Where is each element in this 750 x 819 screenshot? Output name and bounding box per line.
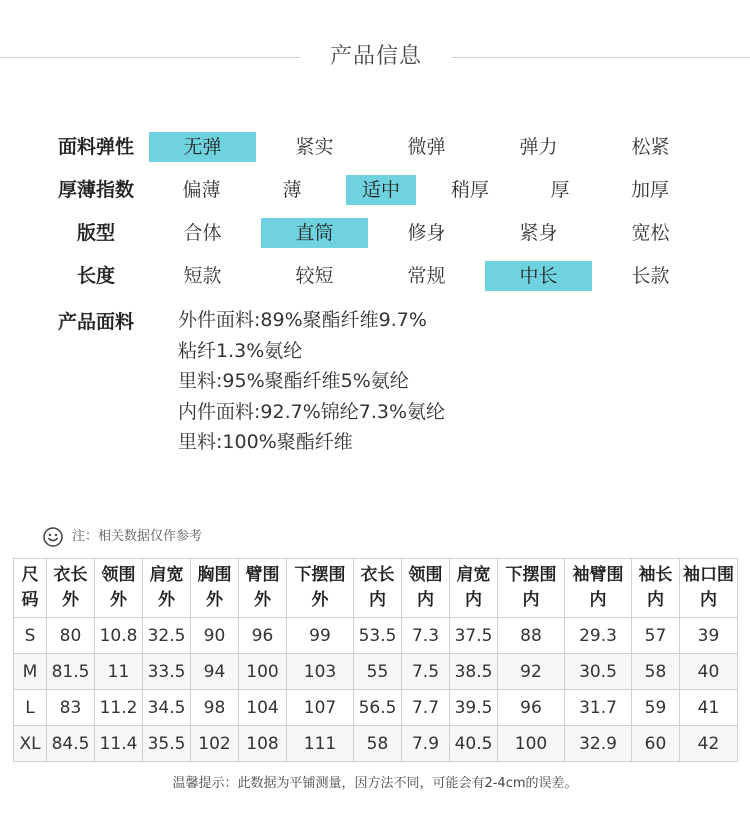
fabric-line: 内件面料:92.7%锦纶7.3%氨纶 [178, 400, 446, 423]
table-row [14, 618, 738, 654]
measure-cell: 84.5 [47, 726, 95, 762]
header-measure: 衣长 [53, 565, 88, 585]
attr-row-length [0, 261, 750, 291]
option: 紧实 [295, 136, 334, 158]
measure-cell: 80 [47, 618, 95, 654]
header-measure: 领围 [408, 565, 443, 585]
header-divider-left [0, 57, 300, 58]
measure-cell: 56.5 [354, 690, 402, 726]
option: 紧身 [519, 222, 558, 244]
measure-cell: 39 [680, 618, 738, 654]
measure-cell: 11.2 [95, 690, 143, 726]
measure-cell: 108 [239, 726, 287, 762]
header-measure: 肩宽 [149, 565, 184, 585]
option-selected: 无弹 [149, 132, 256, 162]
header-side: 内 [465, 590, 482, 610]
section-header [0, 40, 750, 74]
header-measure: 领围 [101, 565, 136, 585]
measure-cell: 11 [95, 654, 143, 690]
option-selected: 直筒 [261, 218, 368, 248]
header-measure: 衣长 [360, 565, 395, 585]
measure-cell: 7.5 [402, 654, 450, 690]
header-side: 内 [647, 590, 664, 610]
option: 弹力 [519, 136, 558, 158]
table-header-cell [565, 559, 632, 618]
header-side: 内 [700, 590, 717, 610]
measure-cell: 90 [191, 618, 239, 654]
header-side: 码 [21, 590, 39, 610]
option: 短款 [183, 265, 222, 287]
measure-cell: 104 [239, 690, 287, 726]
header-divider-right [452, 57, 750, 58]
fabric-line: 粘纤1.3%氨纶 [178, 339, 303, 362]
option-selected: 适中 [346, 175, 416, 205]
option: 微弹 [407, 136, 446, 158]
table-header-cell [95, 559, 143, 618]
header-measure: 肩宽 [456, 565, 491, 585]
attr-row-fit [0, 218, 750, 248]
header-side: 内 [522, 590, 540, 610]
measure-cell: 58 [632, 654, 680, 690]
size-cell: M [14, 654, 47, 690]
size-cell: S [14, 618, 47, 654]
measure-cell: 98 [191, 690, 239, 726]
measure-cell: 92 [498, 654, 565, 690]
measure-cell: 57 [632, 618, 680, 654]
table-header-cell [14, 559, 47, 618]
measure-cell: 34.5 [143, 690, 191, 726]
table-header-cell [402, 559, 450, 618]
table-header-row [14, 559, 738, 618]
measure-cell: 55 [354, 654, 402, 690]
table-header-cell [47, 559, 95, 618]
header-side: 内 [589, 590, 607, 610]
fabric-label: 产品面料 [57, 311, 134, 333]
measure-cell: 35.5 [143, 726, 191, 762]
header-side: 外 [254, 590, 271, 610]
header-measure: 下摆围 [294, 565, 346, 585]
table-header-cell [143, 559, 191, 618]
fabric-line: 里料:95%聚酯纤维5%氨纶 [178, 370, 409, 392]
fabric-composition [178, 305, 698, 458]
option: 常规 [407, 265, 446, 287]
option: 加厚 [630, 179, 669, 201]
measure-cell: 32.5 [143, 618, 191, 654]
measure-cell: 40 [680, 654, 738, 690]
attr-label: 长度 [76, 265, 115, 287]
option: 长款 [631, 265, 670, 287]
table-row [14, 726, 738, 762]
measure-cell: 83 [47, 690, 95, 726]
header-measure: 袖口围 [683, 565, 734, 585]
measure-cell: 37.5 [450, 618, 498, 654]
header-side: 内 [417, 590, 434, 610]
header-measure: 下摆围 [505, 565, 557, 585]
header-side: 外 [158, 590, 175, 610]
table-header-cell [632, 559, 680, 618]
table-header-cell [450, 559, 498, 618]
option: 稍厚 [450, 179, 489, 201]
measure-cell: 59 [632, 690, 680, 726]
measure-cell: 39.5 [450, 690, 498, 726]
measure-cell: 11.4 [95, 726, 143, 762]
header-side: 外 [311, 590, 329, 610]
measure-cell: 41 [680, 690, 738, 726]
option-selected: 中长 [485, 261, 592, 291]
table-header-cell [287, 559, 354, 618]
option: 偏薄 [182, 179, 221, 201]
measure-cell: 103 [287, 654, 354, 690]
measure-cell: 107 [287, 690, 354, 726]
measure-cell: 32.9 [565, 726, 632, 762]
measure-cell: 7.3 [402, 618, 450, 654]
measure-cell: 10.8 [95, 618, 143, 654]
measure-cell: 7.9 [402, 726, 450, 762]
measure-cell: 94 [191, 654, 239, 690]
option: 厚 [550, 179, 570, 201]
size-cell: XL [14, 726, 47, 762]
option: 较短 [295, 265, 334, 287]
table-row [14, 690, 738, 726]
measure-cell: 38.5 [450, 654, 498, 690]
note-text: 注：相关数据仅作参考 [72, 529, 203, 544]
header-measure: 袖臂围 [572, 565, 624, 585]
table-header-cell [191, 559, 239, 618]
header-side: 内 [369, 590, 386, 610]
measure-cell: 60 [632, 726, 680, 762]
fabric-line: 外件面料:89%聚酯纤维9.7% [178, 309, 427, 331]
measure-cell: 111 [287, 726, 354, 762]
fabric-line: 里料:100%聚酯纤维 [178, 431, 353, 453]
measure-cell: 100 [239, 654, 287, 690]
header-measure: 尺 [21, 565, 39, 585]
attr-label: 版型 [76, 222, 115, 244]
attr-row-thickness [0, 175, 750, 205]
footer-note: 温馨提示：此数据为平铺测量，因方法不同，可能会有2-4cm的误差。 [172, 776, 578, 791]
option: 宽松 [631, 222, 670, 244]
table-header-cell [680, 559, 738, 618]
table-header-cell [498, 559, 565, 618]
header-side: 外 [206, 590, 223, 610]
measure-cell: 100 [498, 726, 565, 762]
measure-cell: 99 [287, 618, 354, 654]
measure-cell: 96 [239, 618, 287, 654]
measure-cell: 88 [498, 618, 565, 654]
header-side: 外 [110, 590, 127, 610]
header-measure: 臂围 [245, 565, 280, 585]
measure-cell: 40.5 [450, 726, 498, 762]
attr-label: 厚薄指数 [57, 179, 134, 201]
attr-label: 面料弹性 [57, 136, 134, 158]
option: 修身 [407, 222, 446, 244]
option: 合体 [183, 222, 222, 244]
measure-cell: 53.5 [354, 618, 402, 654]
measure-cell: 30.5 [565, 654, 632, 690]
table-row [14, 654, 738, 690]
page-title: 产品信息 [329, 44, 422, 69]
measure-cell: 42 [680, 726, 738, 762]
measure-cell: 102 [191, 726, 239, 762]
measure-cell: 58 [354, 726, 402, 762]
measure-cell: 31.7 [565, 690, 632, 726]
measure-cell: 29.3 [565, 618, 632, 654]
smile-icon [42, 526, 64, 548]
option: 松紧 [631, 136, 670, 158]
header-side: 外 [62, 590, 79, 610]
header-measure: 袖长 [638, 565, 673, 585]
measure-cell: 7.7 [402, 690, 450, 726]
measure-cell: 81.5 [47, 654, 95, 690]
header-measure: 胸围 [197, 565, 232, 585]
measure-cell: 96 [498, 690, 565, 726]
table-header-cell [239, 559, 287, 618]
size-table [13, 558, 738, 762]
table-header-cell [354, 559, 402, 618]
measure-cell: 33.5 [143, 654, 191, 690]
attr-row-elasticity [0, 132, 750, 162]
size-cell: L [14, 690, 47, 726]
option: 薄 [282, 179, 302, 201]
